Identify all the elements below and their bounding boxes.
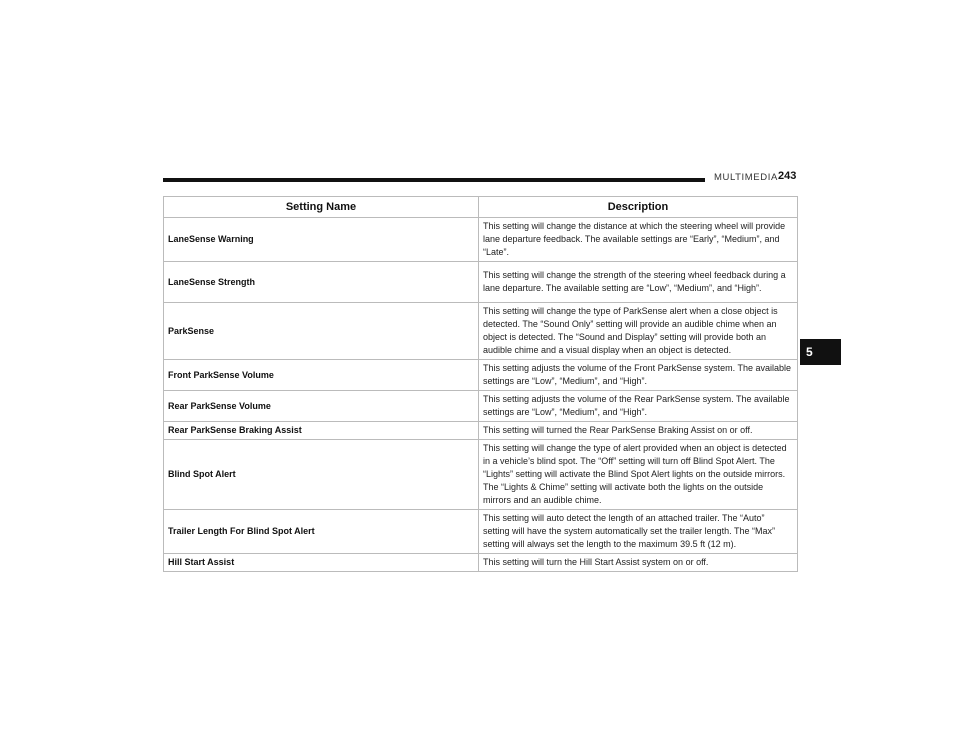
section-name: MULTIMEDIA xyxy=(714,172,778,183)
setting-description: This setting will turned the Rear ParkSense Braking Assist on or off. xyxy=(479,422,798,440)
setting-description: This setting will turn the Hill Start Assist system on or off. xyxy=(479,554,798,572)
table-row xyxy=(164,262,798,303)
setting-description: This setting will auto detect the length of an attached trailer. The “Auto” setting will have the system automatically set the trailer length. The “Max” setting will always set the length to the maximum 39.5 ft (12 m). xyxy=(479,510,798,554)
setting-description: This setting adjusts the volume of the Rear ParkSense system. The available settings are “Low”, “Medium”, and “High”. xyxy=(479,391,798,422)
setting-name: Rear ParkSense Braking Assist xyxy=(164,422,479,440)
table-row xyxy=(164,360,798,391)
setting-name: Blind Spot Alert xyxy=(164,440,479,510)
setting-name: ParkSense xyxy=(164,303,479,360)
setting-name: Trailer Length For Blind Spot Alert xyxy=(164,510,479,554)
setting-name: Hill Start Assist xyxy=(164,554,479,572)
setting-description: This setting adjusts the volume of the Front ParkSense system. The available settings are “Low”, “Medium”, and “High”. xyxy=(479,360,798,391)
table-row xyxy=(164,218,798,262)
page-number: 243 xyxy=(778,170,797,182)
table-row xyxy=(164,422,798,440)
table-row xyxy=(164,391,798,422)
setting-description: This setting will change the distance at which the steering wheel will provide lane departure feedback. The available settings are “Early”, “Medium”, and “Late”. xyxy=(479,218,798,262)
table-row xyxy=(164,554,798,572)
settings-table xyxy=(163,196,798,572)
setting-name: LaneSense Strength xyxy=(164,262,479,303)
setting-description: This setting will change the type of ParkSense alert when a close object is detected. The “Sound Only” setting will provide an audible chime when an object is detected. The “Sound and Display” setting will provide both an audible chime and a visual display when an object is detected. xyxy=(479,303,798,360)
setting-name: Rear ParkSense Volume xyxy=(164,391,479,422)
table-row xyxy=(164,510,798,554)
table-row xyxy=(164,440,798,510)
setting-name: LaneSense Warning xyxy=(164,218,479,262)
setting-name: Front ParkSense Volume xyxy=(164,360,479,391)
header-rule xyxy=(163,178,705,182)
column-header-description: Description xyxy=(479,197,798,218)
table-row xyxy=(164,303,798,360)
column-header-setting-name: Setting Name xyxy=(164,197,479,218)
table-header-row xyxy=(164,197,798,218)
chapter-tab: 5 xyxy=(800,339,841,365)
setting-description: This setting will change the type of alert provided when an object is detected in a vehicle’s blind spot. The “Off” setting will turn off Blind Spot Alert. The “Lights” setting will activate the Blind Spot Alert lights on the outside mirrors. The “Lights & Chime” setting will activate both the lights on the outside mirrors and an audible chime. xyxy=(479,440,798,510)
setting-description: This setting will change the strength of the steering wheel feedback during a lane departure. The available setting are “Low”, “Medium”, and “High”. xyxy=(479,262,798,303)
